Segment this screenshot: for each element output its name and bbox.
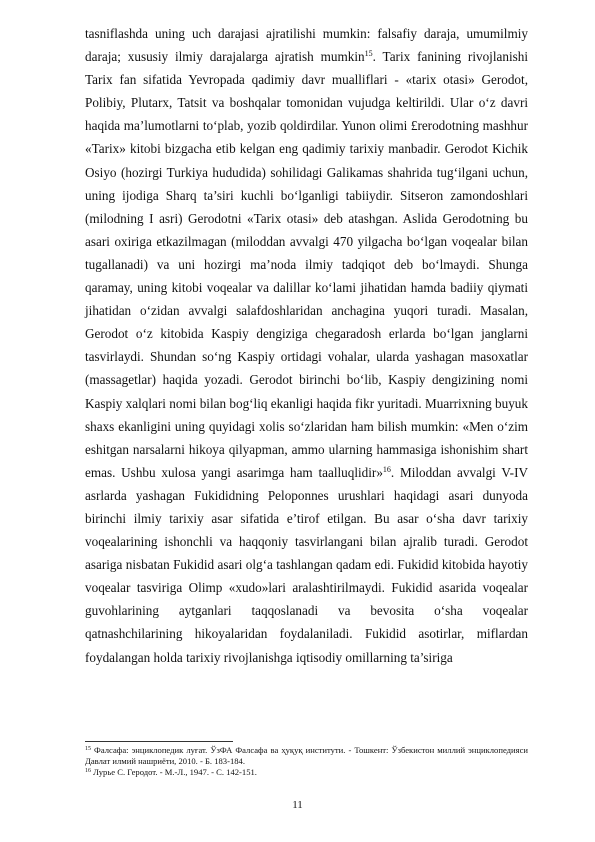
footnote-number: 16 — [85, 768, 91, 774]
paragraph-segment-2: . Tarix fanining rivojlanishi Tarix fan sifatida Yevropada qadimiy davr mualliflari - «tarix otasi» Gerodot, Polibiy, Plutarx, Tatsit va boshqalar tomonidan vujudga keltirildi. Ular o‘z davri haqida ma’lumotlarni to‘plab, yozib qoldirdilar. Yunon olimi £rerodotning mashhur «Tarix» kitobi bizgacha etib kelgan eng qadimiy tarixiy manbadir. Gerodot Kichik Osiyo (hozirgi Turkiya hududida) sohilidagi Galikamas shahrida tug‘ilgani uchun, uning ijodiga Sharq ta’siri kuchli bo‘lganligi tabiiydir. Sitseron zamondoshlari (milodning I asri) Gerodotni «Tarix otasi» deb atashgan. Aslida Gerodotning bu asari oxiriga etkazilmagan (miloddan avvalgi 470 yilgacha bo‘lgan voqealar bilan tugallanadi) va uni hozirgi ma’noda ilmiy tadqiqot deb bo‘lmaydi. Shunga qaramay, uning kitobi voqealar va dalillar ko‘lami jihatidan hamda badiiy qiymati jihatidan o‘zidan avvalgi salafdoshlaridan anchagina yuqori turadi. Masalan, Gerodot o‘z kitobida Kaspiy dengiziga chegaradosh erlarda bo‘lgan janglarni tasvirlaydi. Shundan so‘ng Kaspiy ortidagi vohalar, ularda yashagan masoxatlar (massagetlar) haqida yozadi. Gerodot birinchi bo‘lib, Kaspiy dengizining nomi Kaspiy xalqlari nomi bilan bog‘liq ekanligi haqida fikr yuritadi. Muarrixning buyuk shaxs ekanligini uning quyidagi xolis so‘zlaridan ham bilish mumkin: «Men o‘zim eshitgan narsalarni hikoya qilyapman, ammo ularning hammasiga ishonishim shart emas. Ushbu xulosa yangi asarimga ham taalluqlidir» — [85, 49, 529, 480]
footnote-ref-15[interactable]: 15 — [364, 49, 373, 59]
footnote-16 — [85, 767, 528, 778]
footnote-ref-16[interactable]: 16 — [382, 464, 391, 474]
footnote-number: 15 — [85, 746, 91, 752]
footnote-text: Лурье С. Геродот. - М.-Л., 1947. - С. 142-151. — [91, 767, 257, 777]
footnote-text: Фалсафа: энциклопедик луғат. ЎзФА Фалсафа ва ҳуқуқ институти. - Тошкент: Ўзбекистон миллий энциклопедияси Давлат илмий нашриёти, 2010. - Б. 183-184. — [85, 745, 528, 766]
footnote-15 — [85, 745, 528, 767]
paragraph-segment-3: . Miloddan avvalgi V-IV asrlarda yashagan Fukididning Peloponnes urushlari haqidagi asari dunyoda birinchi ilmiy tarixiy asar sifatida e’tirof etilgan. Bu asar o‘sha davr tarixiy voqealarining ishonchli va haqqoniy tasvirlangani bilan ajralib turadi. Gerodot asariga nisbatan Fukidid asari olg‘a tashlangan qadam edi. Fukidid kitobida hayotiy voqealar tasviriga Olimp «xudo»lari aralashtirilmaydi. Fukidid asarida voqealar guvohlarining aytganlari taqqoslanadi va bevosita o‘sha voqealar qatnashchilarining hikoyalaridan foydalaniladi. Fukidid asotirlar, miflardan foydalangan holda tarixiy rivojlanishga iqtisodiy omillarning ta’siriga — [85, 464, 528, 665]
paragraph-segment-1: tasniflashda uning uch darajasi ajratilishi mumkin: falsafiy daraja, umumilmiy daraja; xususiy ilmiy darajalarga ajratish mumkin — [85, 26, 528, 65]
footnotes — [85, 741, 528, 778]
page-number: 11 — [292, 799, 303, 811]
body-text — [85, 22, 528, 669]
main-paragraph — [85, 22, 528, 669]
footnote-divider — [85, 741, 233, 742]
